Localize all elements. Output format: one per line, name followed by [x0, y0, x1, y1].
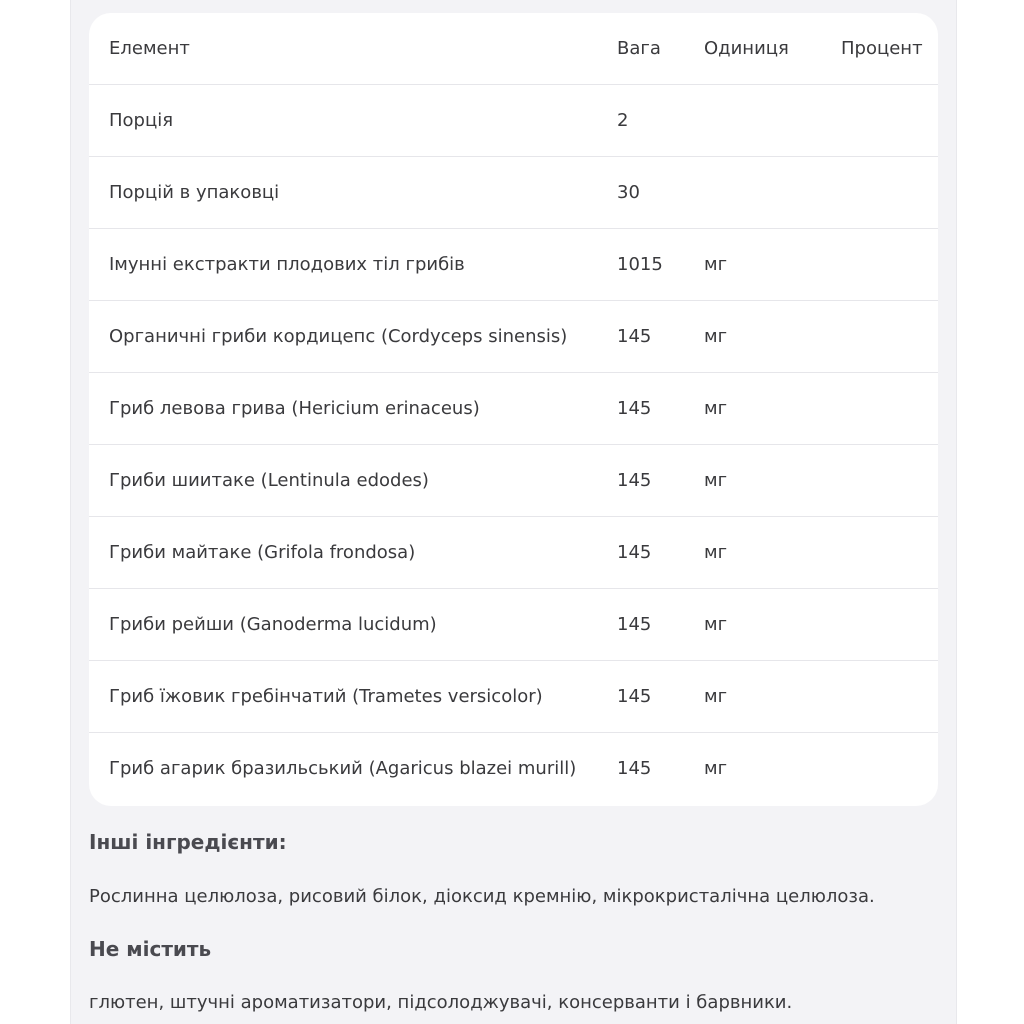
table-row	[89, 517, 938, 589]
cell-weight: 145	[617, 686, 652, 707]
cell-weight: 1015	[617, 254, 663, 275]
cell-element: Гриб агарик бразильський (Agaricus blazei murill)	[109, 758, 577, 779]
cell-element: Гриби майтаке (Grifola frondosa)	[109, 542, 416, 563]
header-weight: Вага	[617, 38, 661, 59]
table-row	[89, 373, 938, 445]
cell-weight: 145	[617, 398, 652, 419]
cell-weight: 145	[617, 758, 652, 779]
cell-weight: 30	[617, 182, 640, 203]
table-header-row	[89, 13, 938, 85]
composition-table	[89, 13, 938, 806]
cell-weight: 145	[617, 470, 652, 491]
cell-element: Гриби рейши (Ganoderma lucidum)	[109, 614, 437, 635]
table-row	[89, 85, 938, 157]
cell-unit: мг	[704, 326, 728, 347]
cell-element: Гриб їжовик гребінчатий (Trametes versicolor)	[109, 686, 543, 707]
table-row	[89, 445, 938, 517]
other-ingredients-text: Рослинна целюлоза, рисовий білок, діоксид кремнію, мікрокристалічна целюлоза.	[89, 886, 875, 907]
table-row	[89, 301, 938, 373]
table-row	[89, 733, 938, 805]
cell-unit: мг	[704, 614, 728, 635]
cell-element: Порцій в упаковці	[109, 182, 280, 203]
table-row	[89, 589, 938, 661]
free-from-heading: Не містить	[89, 937, 212, 961]
cell-weight: 145	[617, 614, 652, 635]
free-from-text: глютен, штучні ароматизатори, підсолоджувачі, консерванти і барвники.	[89, 992, 793, 1013]
cell-element: Порція	[109, 110, 174, 131]
header-percent: Процент	[841, 38, 923, 59]
page-content	[70, 0, 957, 1024]
cell-weight: 2	[617, 110, 629, 131]
cell-unit: мг	[704, 470, 728, 491]
cell-element: Імунні екстракти плодових тіл грибів	[109, 254, 465, 275]
cell-element: Гриби шиитаке (Lentinula edodes)	[109, 470, 429, 491]
table-row	[89, 229, 938, 301]
cell-weight: 145	[617, 542, 652, 563]
table-row	[89, 157, 938, 229]
cell-unit: мг	[704, 398, 728, 419]
table-row	[89, 661, 938, 733]
cell-weight: 145	[617, 326, 652, 347]
cell-unit: мг	[704, 758, 728, 779]
cell-unit: мг	[704, 542, 728, 563]
cell-element: Гриб левова грива (Hericium erinaceus)	[109, 398, 480, 419]
other-ingredients-heading: Інші інгредієнти:	[89, 830, 287, 854]
header-unit: Одиниця	[704, 38, 789, 59]
cell-unit: мг	[704, 686, 728, 707]
cell-unit: мг	[704, 254, 728, 275]
cell-element: Органичні гриби кордицепс (Cordyceps sinensis)	[109, 326, 568, 347]
header-element: Елемент	[109, 38, 190, 59]
